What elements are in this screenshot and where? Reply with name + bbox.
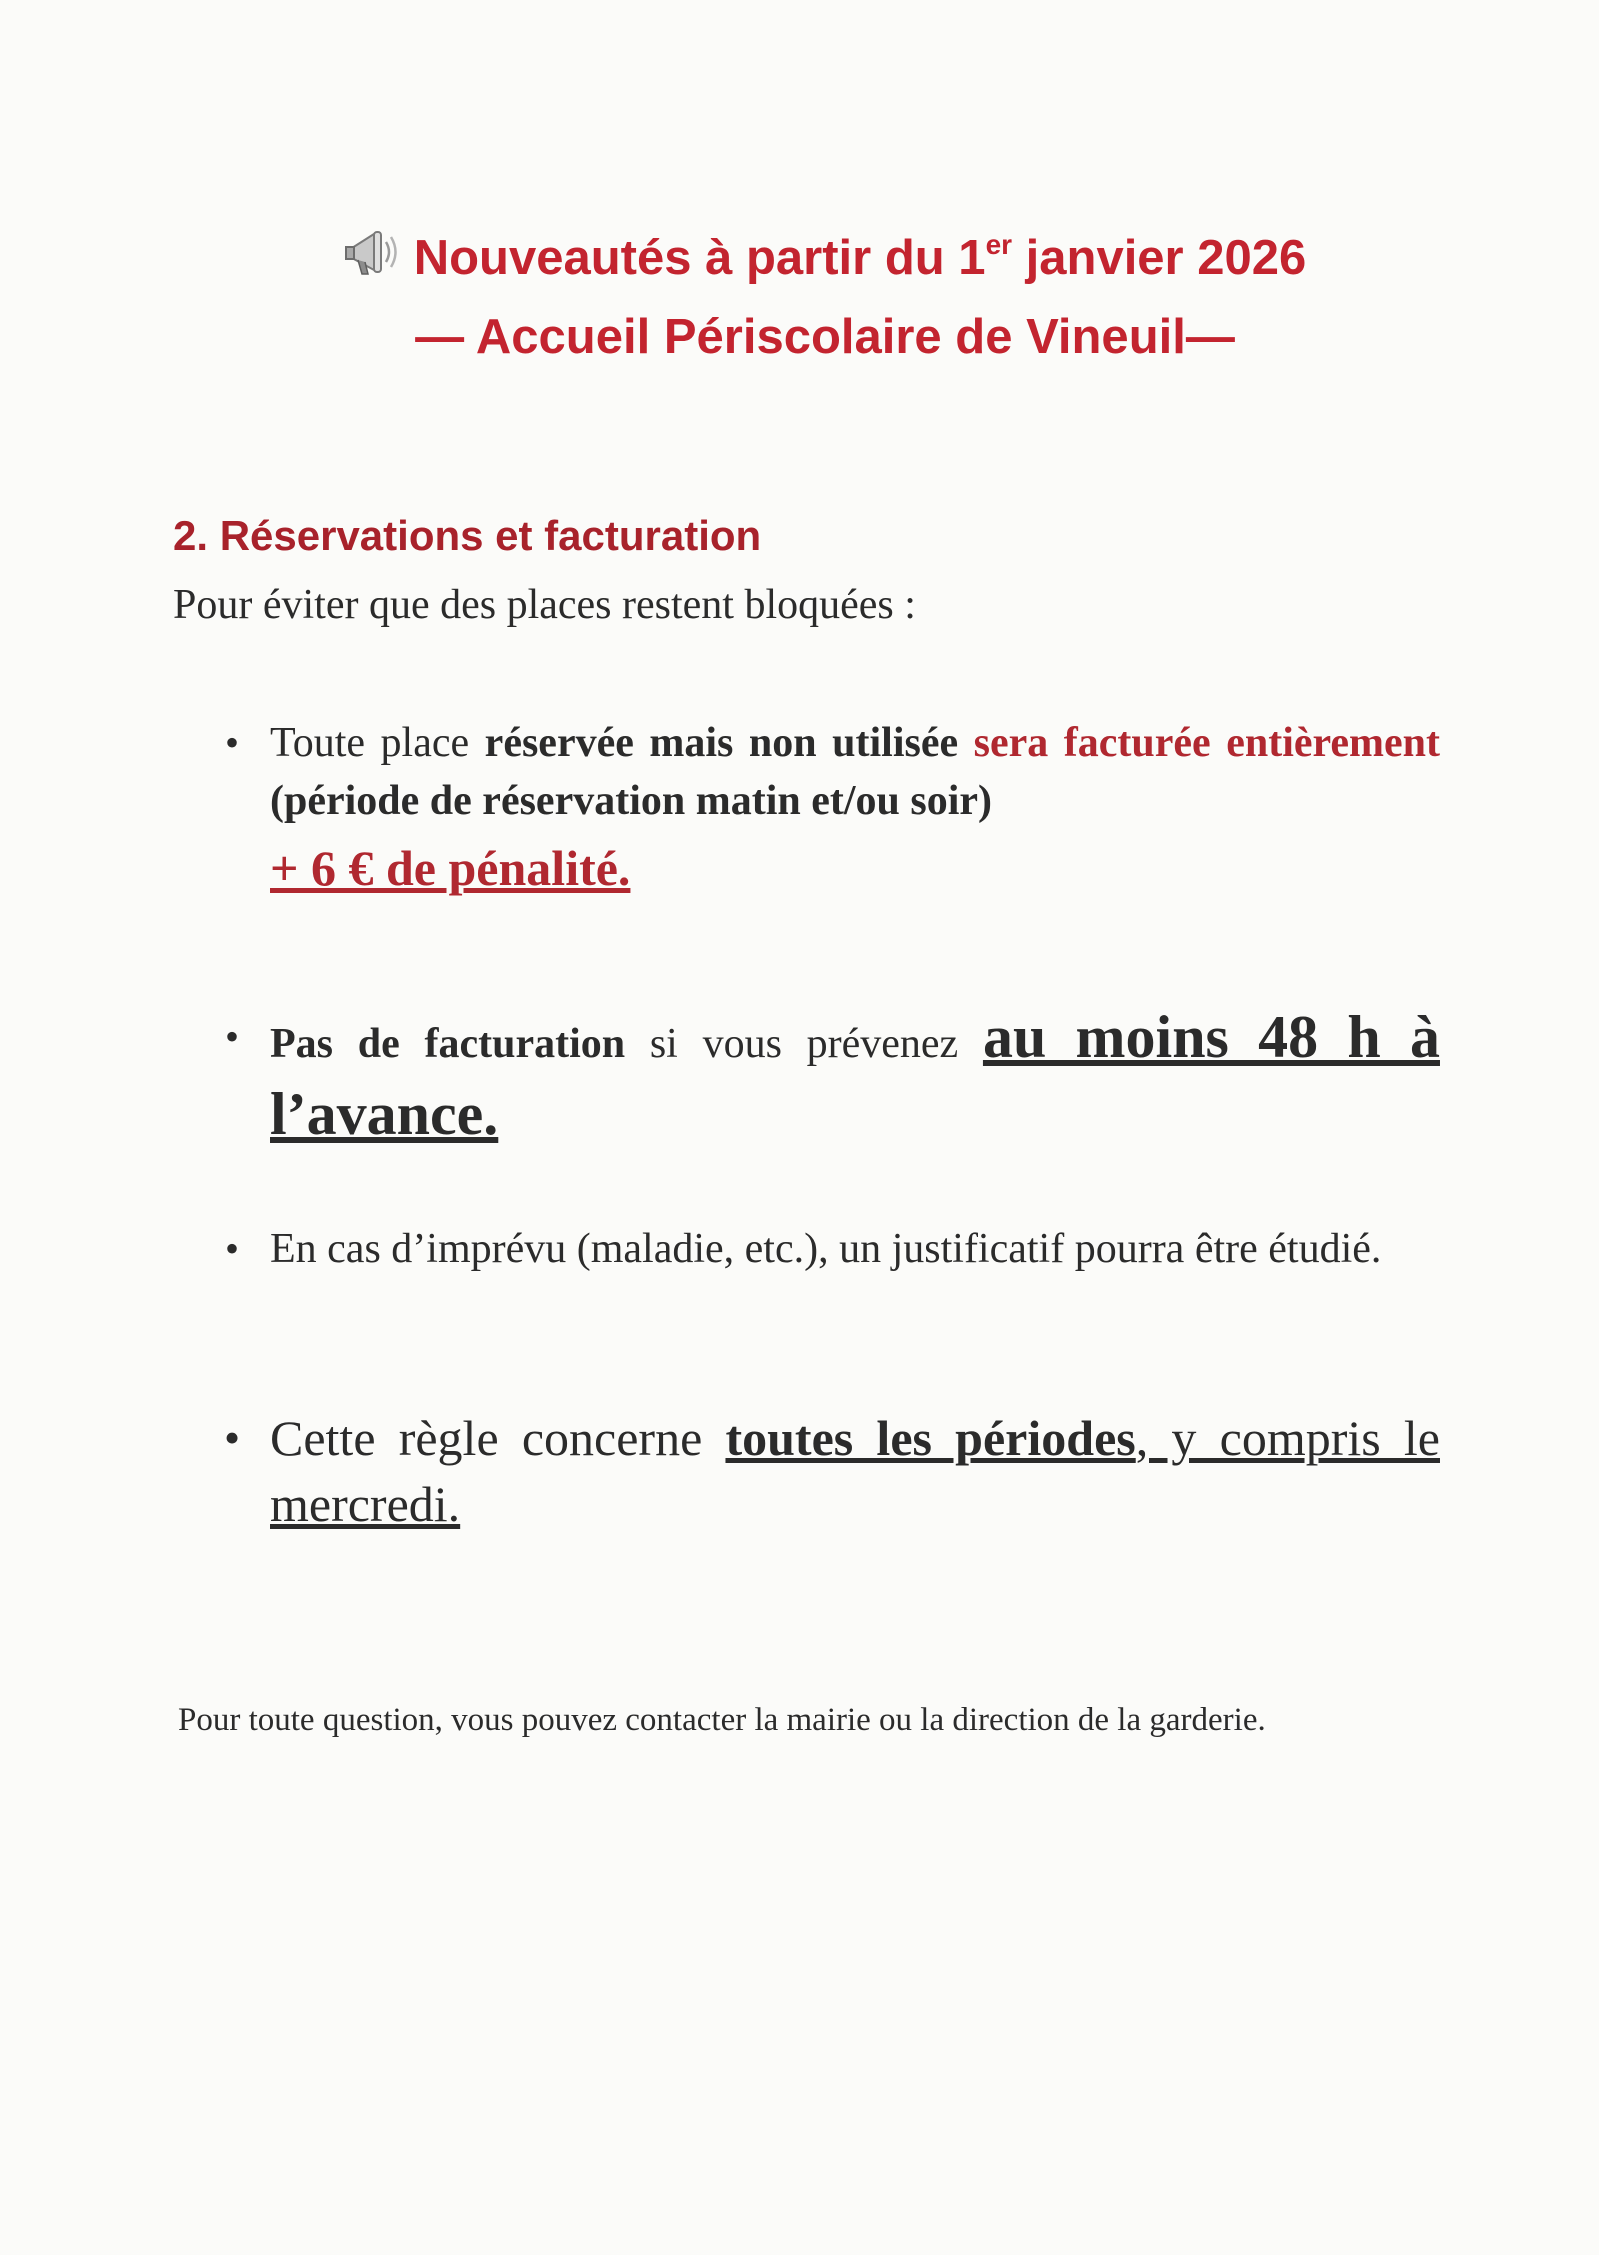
item-bold-text: (période de réservation matin et/ou soir) [270, 778, 993, 824]
item-underlined-text: , y compris le mercredi. [270, 1410, 1440, 1532]
bullet-marker: • [224, 1226, 239, 1271]
item-text: Toute place [270, 720, 485, 766]
title-text-pre: Nouveautés à partir du 1 [413, 231, 986, 285]
bullet-marker: • [224, 1014, 239, 1059]
megaphone-icon [344, 228, 400, 280]
list-item-notice [270, 1002, 1440, 1156]
section-intro: Pour éviter que des places restent bloquées : [173, 582, 916, 628]
item-bold-text: réservée mais non utilisée [484, 720, 959, 766]
item-text: si vous prévenez [625, 1021, 983, 1067]
list-item-billing [270, 714, 1440, 906]
item-bold-text: Pas de facturation [270, 1021, 626, 1067]
item-text: En cas d’imprévu (maladie, etc.), un justificatif pourra être étudié. [270, 1226, 1382, 1272]
penalty-text: + 6 € de pénalité. [270, 840, 631, 896]
item-bold-underlined-text: toutes les périodes [725, 1410, 1136, 1466]
bullet-marker: • [224, 720, 239, 765]
title-text-post: janvier 2026 [1012, 231, 1307, 285]
bullet-marker: • [223, 1412, 241, 1463]
item-text: Cette règle concerne [270, 1410, 726, 1466]
list-item-unforeseen [270, 1220, 1440, 1278]
title-line-2: — Accueil Périscolaire de Vineuil— [415, 310, 1235, 364]
item-highlight-text: sera facturée entièrement [973, 720, 1441, 766]
list-item-scope [270, 1405, 1440, 1537]
notice-deadline-text: au moins 48 h à l’avance. [270, 1004, 1440, 1147]
title-ordinal-sup: er [985, 229, 1013, 260]
title-line-1 [200, 228, 1450, 288]
section-heading: 2. Réservations et facturation [173, 512, 762, 559]
footer-contact-note: Pour toute question, vous pouvez contacter la mairie ou la direction de la garderie. [178, 1702, 1266, 1738]
